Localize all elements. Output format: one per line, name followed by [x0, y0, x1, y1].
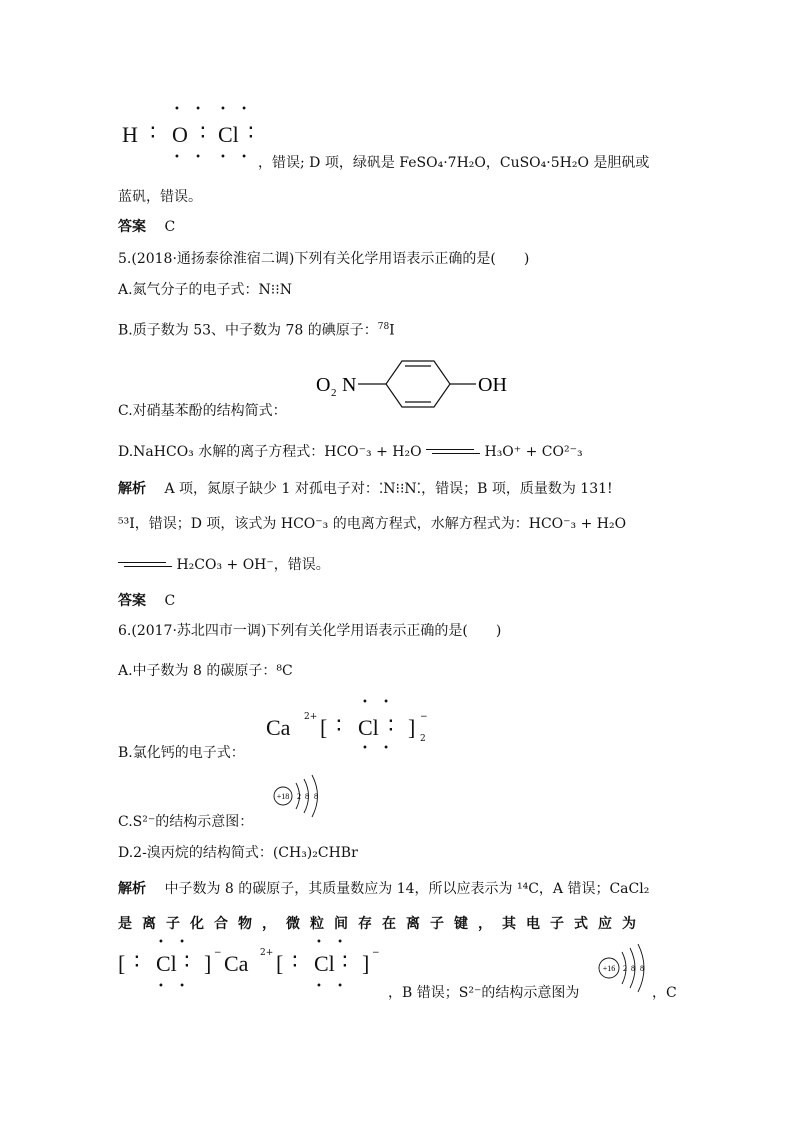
q6-option-c: C.S²⁻的结构示意图：: [118, 814, 254, 830]
hocl-lewis: [118, 105, 268, 165]
o-bottom-dots: • •: [174, 152, 207, 163]
o-top-dots: • •: [174, 104, 207, 115]
right-bracket: ]: [408, 715, 416, 740]
cl-symbol-2: Cl: [314, 951, 335, 976]
colon-b: ∶: [184, 949, 190, 974]
q5-option-d: [118, 443, 583, 461]
bracket-1-open: [: [118, 951, 126, 976]
q5-analysis-1: [118, 480, 613, 498]
q5-stem: 5.(2018·通扬泰徐淮宿二调)下列有关化学用语表示正确的是( ): [118, 251, 530, 267]
ca-symbol: Ca: [266, 715, 291, 740]
benzene-ring: [386, 361, 450, 407]
oh-label: OH: [478, 374, 507, 396]
colon-3: ∶: [248, 120, 254, 145]
nucleus-charge: +16: [602, 964, 616, 973]
cl-bottom-dots: • •: [220, 152, 253, 163]
answer-value: C: [164, 593, 176, 609]
q6-option-b: B.氯化钙的电子式：: [118, 745, 245, 761]
q6-option-a: A.中子数为 8 的碳原子：⁸C: [118, 663, 293, 679]
analysis-text-1: 中子数为 8 的碳原子，其质量数应为 14，所以应表示为 ¹⁴C，A 错误；CaCl₂: [164, 881, 650, 897]
bracket-1-close: ]: [204, 951, 212, 976]
shell-count-2: 8: [305, 792, 309, 801]
analysis-label: 解析: [118, 481, 146, 497]
ca-charge: 2+: [304, 712, 318, 722]
shell-count-1: 2: [297, 792, 301, 801]
q6-analysis-2: 是离子化合物，微粒间存在离子键，其电子式应为: [118, 916, 646, 932]
answer-value: C: [164, 219, 176, 235]
bracket-2-open: [: [276, 951, 284, 976]
q5-iso-mass: 78: [377, 322, 390, 332]
analysis-label: 解析: [118, 881, 146, 897]
colon-c: ∶: [292, 949, 298, 974]
cl1-top-dots: • •: [158, 937, 191, 948]
colon-1: ∶: [150, 120, 156, 145]
ca-symbol: Ca: [224, 951, 249, 976]
cacl2-lewis-wrong: [266, 698, 446, 758]
q5-option-b: [118, 318, 395, 340]
q5-option-c: C.对硝基苯酚的结构简式：: [118, 403, 287, 419]
bracket-2-close: ]: [362, 951, 370, 976]
minus-2: −: [372, 948, 380, 958]
q5-analysis-2: ⁵³I，错误；D 项，该式为 HCO⁻₃ 的电离方程式，水解方程式为：HCO⁻₃ + H₂O: [118, 516, 627, 532]
q6-analysis-1: [118, 880, 649, 898]
answer-label: 答案: [118, 219, 146, 235]
colon-d: ∶: [342, 949, 348, 974]
colon-a: ∶: [134, 949, 140, 974]
o2-label: O: [316, 374, 331, 396]
s2-structure-diagram: [270, 773, 332, 819]
cl-symbol: Cl: [218, 122, 239, 147]
cl1-bottom-dots: • •: [158, 981, 191, 992]
q5-option-a: A.氮气分子的电子式：N⁝⁝N: [118, 282, 292, 298]
colon-2: ∶: [200, 120, 206, 145]
shell-count-3: 8: [314, 792, 318, 801]
answer-label: 答案: [118, 593, 146, 609]
colon-right: ∶: [388, 713, 394, 738]
line1-rest: ，错误; D 项，绿矾是 FeSO₄·7H₂O，CuSO₄·5H₂O 是胆矾或: [258, 155, 650, 171]
cl-top-dots: • •: [220, 104, 253, 115]
equilibrium-arrow-2: [118, 560, 172, 570]
cl-top-dots: • •: [362, 697, 395, 708]
answer-4: [118, 218, 175, 236]
n-label: N: [342, 374, 357, 396]
analysis-text-1: A 项，氮原子缺少 1 对孤电子对：⁚N⁝⁝N⁚，错误；B 项，质量数为 131!: [164, 481, 613, 497]
line2: 蓝矾，错误。: [118, 189, 202, 205]
cl-symbol: Cl: [358, 715, 379, 740]
q6-analysis-3-end: ，C: [652, 985, 677, 1001]
minus-1: −: [214, 948, 222, 958]
h-symbol: H: [122, 122, 138, 147]
colon-left: ∶: [336, 713, 342, 738]
shell-count-3: 8: [640, 964, 644, 973]
q5-analysis-3: [118, 556, 330, 574]
equilibrium-arrow: [426, 447, 480, 457]
ca-charge: 2+: [260, 948, 274, 958]
q5-option-d-products: H₃O⁺ + CO²⁻₃: [484, 444, 583, 460]
analysis-text-3: H₂CO₃ + OH⁻，错误。: [176, 557, 330, 573]
q6-analysis-3-tail: ，B 错误；S²⁻的结构示意图为: [388, 985, 580, 1001]
cl-symbol-1: Cl: [156, 951, 177, 976]
shell-count-1: 2: [623, 964, 627, 973]
q6-stem: 6.(2017·苏北四市一调)下列有关化学用语表示正确的是( ): [118, 623, 502, 639]
nucleus-charge: +18: [276, 792, 290, 801]
cl2-top-dots: • •: [316, 937, 349, 948]
o-symbol: O: [172, 122, 188, 147]
q6-option-d: D.2-溴丙烷的结构简式：(CH₃)₂CHBr: [118, 845, 358, 861]
left-bracket: [: [320, 715, 328, 740]
cacl2-lewis-correct: [118, 938, 388, 994]
q5-option-d-text: D.NaHCO₃ 水解的离子方程式：HCO⁻₃ + H₂O: [118, 444, 422, 460]
nitrophenol-structure: [310, 355, 520, 415]
s2-structure-diagram-correct: [596, 944, 658, 1000]
cl2-bottom-dots: • •: [316, 981, 349, 992]
cl-bottom-dots: • •: [362, 743, 395, 754]
cl-minus: −: [420, 712, 428, 722]
shell-count-2: 8: [631, 964, 635, 973]
subscript-2: 2: [420, 734, 426, 744]
q5-iso-symbol: I: [389, 322, 395, 339]
answer-5: [118, 592, 175, 610]
o2-sub: 2: [331, 387, 337, 399]
q5-option-b-text: B.质子数为 53、中子数为 78 的碘原子：: [118, 322, 378, 339]
